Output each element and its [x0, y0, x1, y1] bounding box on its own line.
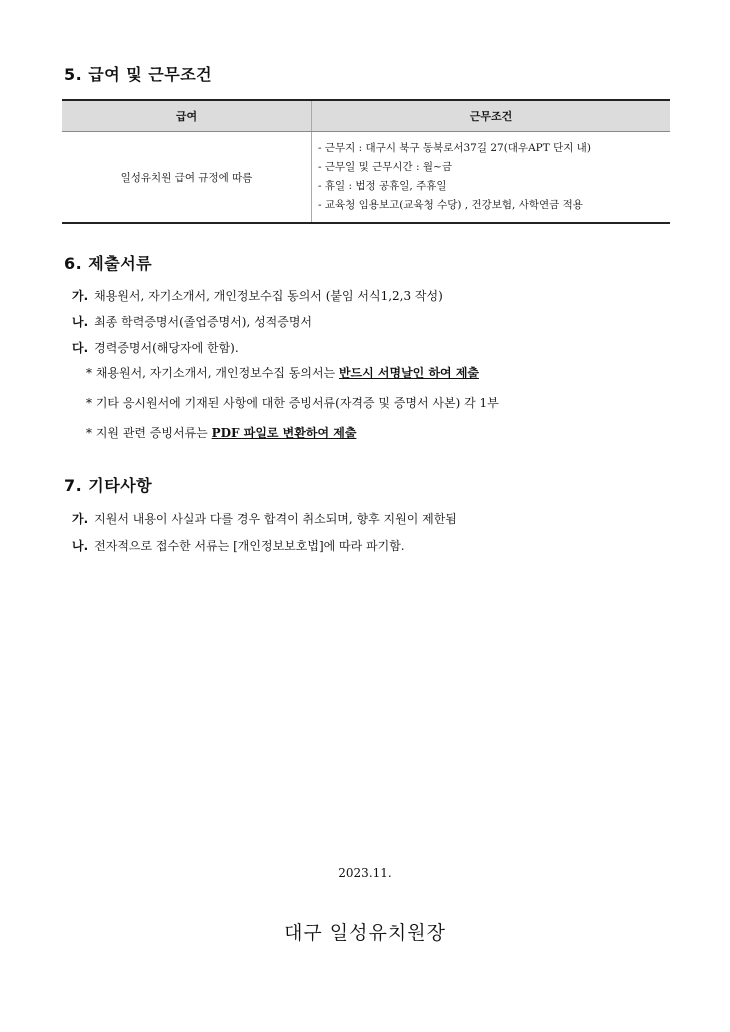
- note-emphasis: 반드시 서명날인 하여 제출: [338, 366, 479, 380]
- note-line: [86, 394, 499, 411]
- condition-line: - 근무일 및 근무시간 : 월~금: [318, 161, 453, 173]
- table-header-conditions: 근무조건: [312, 100, 671, 132]
- note-text: * 기타 응시원서에 기재된 사항에 대한 증빙서류(자격증 및 증명서 사본) 각 1부: [86, 396, 499, 410]
- item-label: 나.: [72, 539, 89, 553]
- section-7-title: 7. 기타사항: [64, 476, 153, 495]
- section-5-title: 5. 급여 및 근무조건: [64, 65, 213, 84]
- signature-line: 대구 일성유치원장: [284, 922, 446, 944]
- item-text: 전자적으로 접수한 서류는 [개인정보보호법]에 따라 파기함.: [94, 539, 405, 553]
- section-6-title: 6. 제출서류: [64, 254, 153, 273]
- note-text: * 지원 관련 증빙서류는: [86, 426, 212, 440]
- item-text: 최종 학력증명서(졸업증명서), 성적증명서: [94, 315, 313, 329]
- etc-item: [72, 510, 457, 527]
- item-label: 나.: [72, 315, 89, 329]
- item-text: 지원서 내용이 사실과 다를 경우 합격이 취소되며, 향후 지원이 제한됨: [94, 512, 457, 526]
- salary-conditions-table: [62, 99, 670, 224]
- doc-item: [72, 287, 443, 304]
- item-label: 가.: [72, 512, 89, 526]
- item-text: 채용원서, 자기소개서, 개인정보수집 동의서 (붙임 서식1,2,3 작성): [94, 289, 443, 303]
- note-text: * 채용원서, 자기소개서, 개인정보수집 동의서는: [86, 366, 339, 380]
- conditions-cell: [312, 132, 671, 224]
- item-text: 경력증명서(해당자에 한함).: [94, 341, 239, 355]
- doc-item: [72, 313, 312, 330]
- salary-cell: 일성유치원 급여 규정에 따름: [62, 132, 312, 224]
- etc-item: [72, 537, 405, 554]
- note-line: [86, 364, 479, 381]
- item-label: 가.: [72, 289, 89, 303]
- item-label: 다.: [72, 341, 89, 355]
- condition-line: - 교육청 임용보고(교육청 수당) , 건강보험, 사학연금 적용: [318, 199, 583, 211]
- condition-line: - 휴일 : 법정 공휴일, 주휴일: [318, 180, 447, 192]
- document-date: 2023.11.: [338, 866, 392, 880]
- table-header-salary: 급여: [62, 100, 312, 132]
- doc-item: [72, 339, 239, 356]
- note-emphasis: PDF 파일로 변환하여 제출: [211, 426, 357, 440]
- condition-line: - 근무지 : 대구시 북구 동북로서37길 27(대우APT 단지 내): [318, 142, 591, 154]
- note-line: [86, 424, 356, 441]
